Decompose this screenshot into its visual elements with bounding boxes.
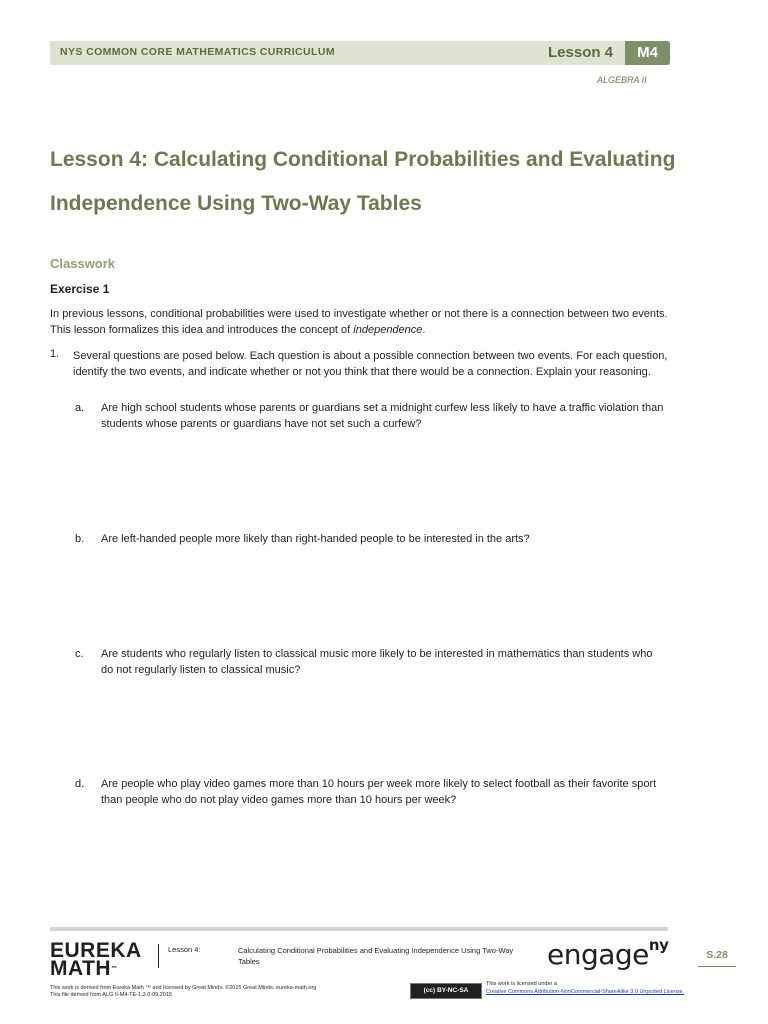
part-letter: b.: [75, 533, 85, 545]
course-label: ALGEBRA II: [597, 75, 647, 85]
lesson-title: [50, 138, 710, 226]
legal-line1: This work is derived from Eureka Math ™ and licensed by Great Minds. ©2015 Great Minds. eureka-math.org: [50, 985, 317, 991]
eureka-math-logo: [50, 939, 142, 980]
part-letter: d.: [75, 778, 85, 790]
logo-line2-text: MATH: [50, 957, 112, 980]
footer-lesson-label: Lesson 4:: [168, 945, 201, 954]
part-text: Are left-handed people more likely than right-handed people to be interested in the arts?: [101, 533, 530, 545]
part-text: Are high school students whose parents or guardians set a midnight curfew less likely to have a traffic violation than students whose parents or guardians have not set such a curfew?: [101, 402, 664, 430]
engageny-logo: [547, 935, 669, 971]
engage-text: engage: [547, 938, 649, 971]
part-letter: c.: [75, 648, 84, 660]
intro-end: .: [422, 324, 426, 336]
part-text: Are students who regularly listen to classical music more likely to be interested in mathematics than students who do not regularly listen to classical music?: [101, 648, 653, 676]
legal-line2: This file derived from ALG II-M4-TE-1.3.0-09.2015: [50, 992, 172, 998]
logo-line2: MATH™: [50, 957, 118, 980]
footer-separator: [158, 944, 159, 968]
footer-divider: [50, 927, 668, 931]
intro-emphasis: independence: [353, 324, 423, 336]
exercise-heading: Exercise 1: [50, 282, 110, 296]
legal-notice: [50, 985, 316, 999]
engage-sup: ny: [648, 935, 669, 954]
question-text: Several questions are posed below. Each question is about a possible connection between two events. For each question, identify the two events, and indicate whether or not you think that there would be a connection. Explain your reasoning.: [73, 350, 668, 378]
lesson-label: Lesson 4: [548, 44, 614, 61]
part-text: Are people who play video games more than 10 hours per week more likely to select football as their favorite sport than people who do not play video games more than 10 hours per week?: [101, 778, 657, 806]
intro-text: In previous lessons, conditional probabilities were used to investigate whether or not there is a connection between two events. This lesson formalizes this idea and introduces the concept of: [50, 308, 668, 336]
license-line1: This work is licensed under a: [486, 981, 557, 987]
lesson-title-line2: Independence Using Two-Way Tables: [50, 192, 422, 215]
lesson-title-line1: Lesson 4: Calculating Conditional Probabilities and Evaluating: [50, 148, 676, 171]
page-number: S.28: [706, 949, 728, 961]
footer-lesson-title: Calculating Conditional Probabilities and Evaluating Independence Using Two-Way Tables: [238, 946, 514, 966]
license-notice: [486, 980, 684, 996]
curriculum-label: NYS COMMON CORE MATHEMATICS CURRICULUM: [60, 46, 335, 58]
page-number-underline: [698, 966, 736, 967]
intro-paragraph: [50, 306, 670, 338]
logo-line1: EUREKA: [50, 939, 142, 962]
cc-license-badge: (cc) BY-NC-SA: [410, 983, 482, 999]
module-badge: M4: [625, 41, 670, 65]
part-letter: a.: [75, 402, 85, 414]
question-number: 1.: [50, 348, 60, 360]
section-heading: Classwork: [50, 256, 116, 271]
license-link[interactable]: Creative Commons Attribution-NonCommercial-ShareAlike 3.0 Unported License.: [486, 989, 685, 995]
